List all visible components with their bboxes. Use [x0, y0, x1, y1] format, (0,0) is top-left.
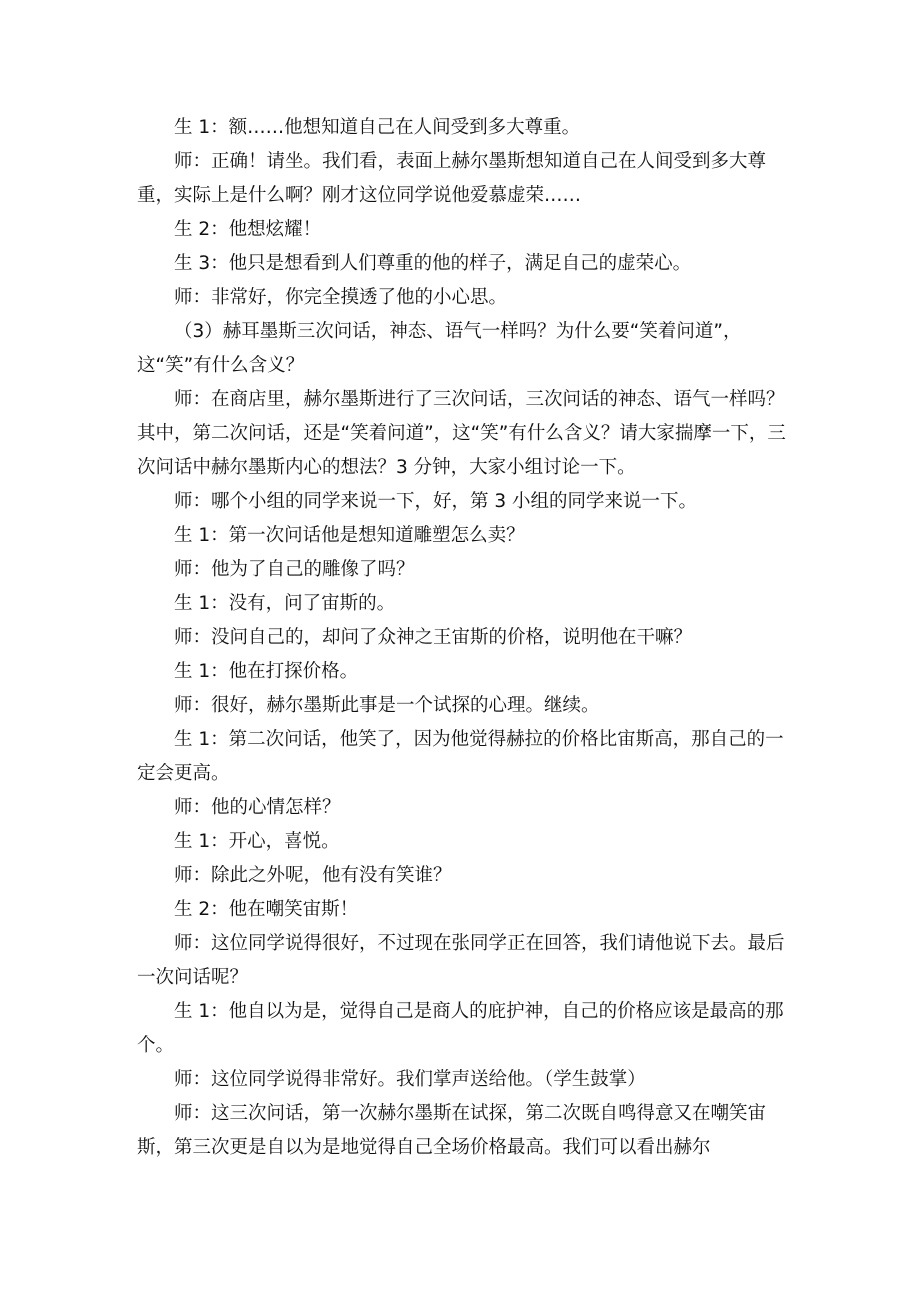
document-body	[137, 111, 801, 1165]
paragraph-student2-mocking: 生 2：他在嘲笑宙斯！	[174, 899, 359, 920]
paragraph-student1-self-righteous: 生 1：他自以为是，觉得自己是商人的庇护神，自己的价格应该是最高的那个。	[137, 1001, 784, 1056]
paragraph-student1-probing: 生 1：他在打探价格。	[174, 661, 359, 682]
paragraph-student1-asked-zeus: 生 1：没有，问了宙斯的。	[174, 593, 396, 614]
paragraph-student1-first-question: 生 1：第一次问话他是想知道雕塑怎么卖？	[174, 525, 525, 546]
paragraph-teacher-last-question: 师：这位同学说得很好，不过现在张同学正在回答，我们请他说下去。最后一次问话呢？	[137, 933, 785, 988]
paragraph-teacher-correct: 师：正确！请坐。我们看，表面上赫尔墨斯想知道自己在人间受到多大尊重，实际上是什么啊？刚才这位同学说他爱慕虚荣……	[137, 151, 767, 206]
paragraph-teacher-what-doing: 师：没问自己的，却问了众神之王宙斯的价格，说明他在干嘛？	[174, 627, 693, 648]
paragraph-student1-respect: 生 1：额……他想知道自己在人间受到多大尊重。	[174, 117, 581, 138]
paragraph-student2-showoff: 生 2：他想炫耀！	[174, 219, 322, 240]
paragraph-teacher-applause: 师：这位同学说得非常好。我们掌声送给他。（学生鼓掌）	[174, 1069, 646, 1090]
paragraph-student1-happy: 生 1：开心，喜悦。	[174, 831, 340, 852]
paragraph-teacher-mood: 师：他的心情怎样？	[174, 797, 341, 818]
paragraph-teacher-three-questions: 师：在商店里，赫尔墨斯进行了三次问话，三次问话的神态、语气一样吗？其中，第二次问话，还是“笑着问道”，这“笑”有什么含义？请大家揣摩一下，三次问话中赫尔墨斯内心的想法？3 分钟，大家小组讨论一下。	[137, 389, 786, 478]
paragraph-teacher-testing: 师：很好，赫尔墨斯此事是一个试探的心理。继续。	[174, 695, 600, 716]
paragraph-student1-second-question: 生 1：第二次问话，他笑了，因为他觉得赫拉的价格比宙斯高，那自己的一定会更高。	[137, 729, 784, 784]
paragraph-teacher-own-statue: 师：他为了自己的雕像了吗？	[174, 559, 415, 580]
paragraph-teacher-summary: 师：这三次问话，第一次赫尔墨斯在试探，第二次既自鸣得意又在嘲笑宙斯，第三次更是自以为是地觉得自己全场价格最高。我们可以看出赫尔	[137, 1103, 767, 1158]
paragraph-teacher-which-group: 师：哪个小组的同学来说一下，好，第 3 小组的同学来说一下。	[174, 491, 698, 512]
paragraph-teacher-laughing-at: 师：除此之外呢，他有没有笑谁？	[174, 865, 452, 886]
paragraph-student3-vanity: 生 3：他只是想看到人们尊重的他的样子，满足自己的虚荣心。	[174, 253, 692, 274]
paragraph-question-3: （3）赫耳墨斯三次问话，神态、语气一样吗？为什么要“笑着问道”，这“笑”有什么含义？	[137, 321, 742, 376]
paragraph-teacher-praise: 师：非常好，你完全摸透了他的小心思。	[174, 287, 508, 308]
